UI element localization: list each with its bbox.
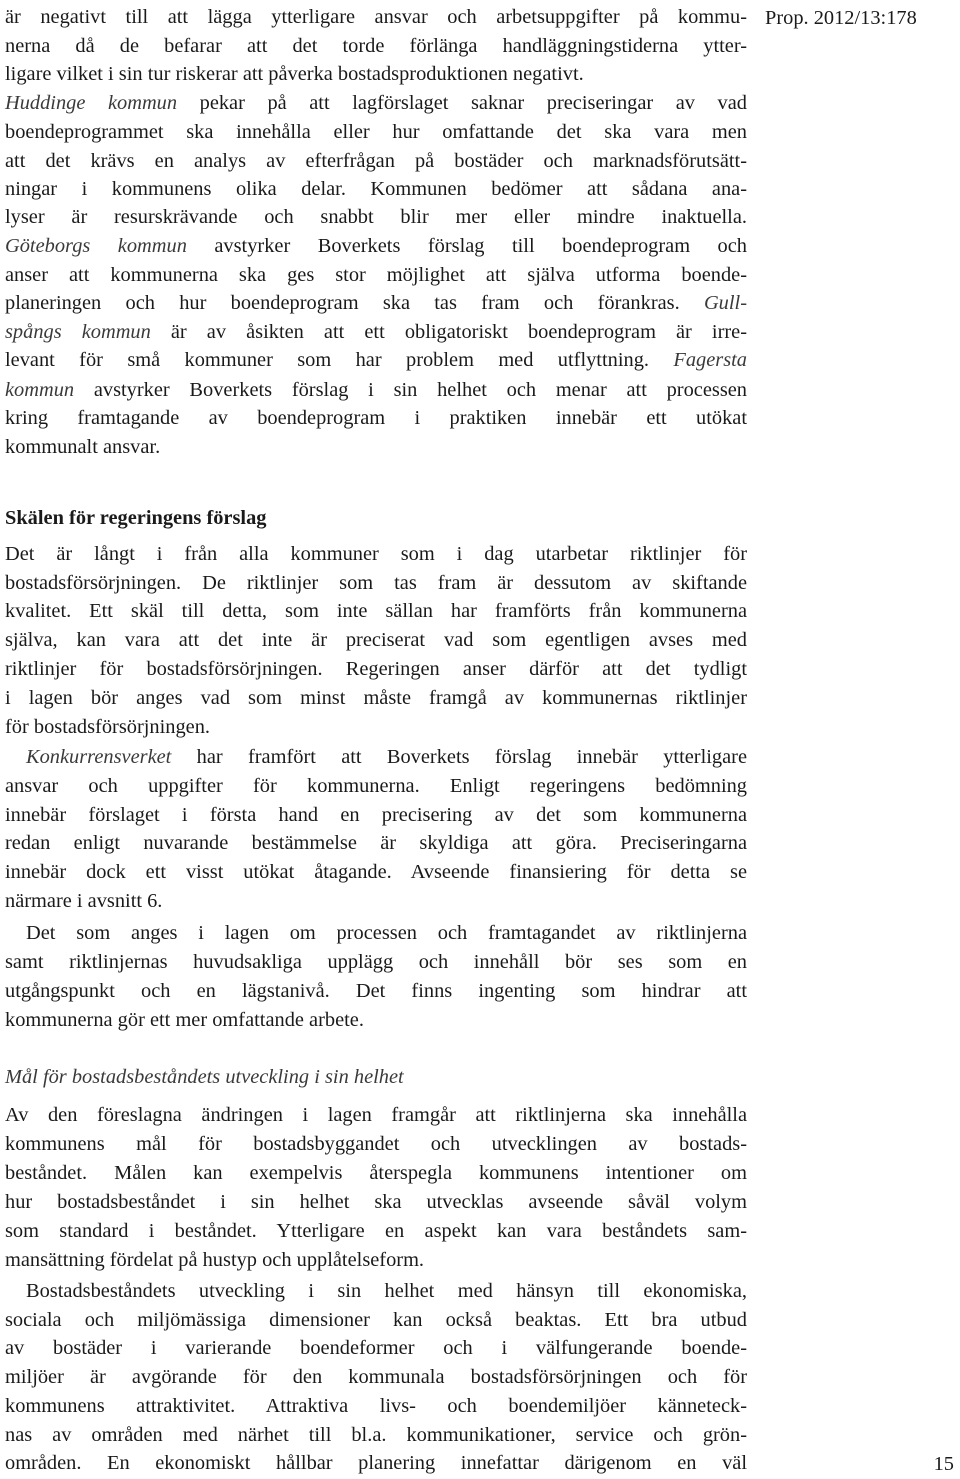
text-line: kommun avstyrker Boverkets förslag i sin helhet och menar att processen [5, 379, 747, 401]
text-line: nerna då de befarar att det torde förlänga handläggningstiderna ytter- [5, 35, 747, 57]
text-line: anser att kommunerna ska ges stor möjlighet att själva utforma boende- [5, 264, 747, 286]
text-line: innebär dock ett visst utökat åtagande. Avseende finansiering för detta se [5, 861, 747, 883]
text-line: Bostadsbeståndets utveckling i sin helhet med hänsyn till ekonomiska, [26, 1280, 747, 1302]
section-heading-goals: Mål för bostadsbeståndets utveckling i sin helhet [5, 1066, 404, 1088]
text-line: kring framtagande av boendeprogram i praktiken innebär ett utökat [5, 407, 747, 429]
text-line: att det krävs en analys av efterfrågan på bostäder och marknadsförutsätt- [5, 150, 747, 172]
text-line: områden. En ekonomiskt hållbar planering innefattar därigenom en väl [5, 1452, 747, 1474]
organization-name: Konkurrensverket [26, 746, 172, 768]
text-line: för bostadsförsörjningen. [5, 716, 211, 738]
text-line: ligare vilket i sin tur riskerar att påverka bostadsproduktionen negativt. [5, 63, 584, 85]
municipality-name: Fagersta [673, 349, 747, 371]
text-line: kvalitet. Ett skäl till detta, som inte sällan har framförts från kommunerna [5, 600, 747, 622]
text-line: samt riktlinjernas huvudsakliga upplägg och innehåll bör ses som en [5, 951, 747, 973]
municipality-name: spångs kommun [5, 321, 151, 343]
text-line: lyser är resurskrävande och snabbt blir mer eller mindre inaktuella. [5, 206, 747, 228]
text-line: kommunerna gör ett mer omfattande arbete. [5, 1009, 364, 1031]
text-line: sociala och miljömässiga dimensioner kan också beaktas. Ett bra utbud [5, 1309, 747, 1331]
page-number: 15 [933, 1453, 954, 1475]
text-line: Det som anges i lagen om processen och framtagandet av riktlinjerna [26, 922, 747, 944]
text-line: ansvar och uppgifter för kommunerna. Enligt regeringens bedömning [5, 775, 747, 797]
text-line: själva, kan vara att det inte är preciserat vad som egentligen avses med [5, 629, 747, 651]
text-line: bostadsförsörjningen. De riktlinjer som tas fram är dessutom av skiftande [5, 572, 747, 594]
text-line: planeringen och hur boendeprogram ska tas fram och förankras. Gull- [5, 292, 747, 314]
text-line: närmare i avsnitt 6. [5, 890, 163, 912]
text-line: spångs kommun är av åsikten att ett obligatoriskt boendeprogram är irre- [5, 321, 747, 343]
text-line: av bostäder i varierande boendeformer och i välfungerande boende- [5, 1337, 747, 1359]
proposition-reference: Prop. 2012/13:178 [765, 7, 917, 29]
text-line: Konkurrensverket har framfört att Boverkets förslag innebär ytterligare [26, 746, 747, 768]
text-line: Av den föreslagna ändringen i lagen framgår att riktlinjerna ska innehålla [5, 1104, 747, 1126]
text-line: Göteborgs kommun avstyrker Boverkets förslag till boendeprogram och [5, 235, 747, 257]
text-line: ningar i kommunens olika delar. Kommunen bedömer att sådana ana- [5, 178, 747, 200]
text-line: i lagen bör anges vad som minst måste framgå av kommunernas riktlinjer [5, 687, 747, 709]
municipality-name: Gull- [703, 292, 747, 314]
municipality-name: kommun [5, 379, 75, 401]
text-line: kommunalt ansvar. [5, 436, 161, 458]
text-line: utgångspunkt och en lägstanivå. Det finns ingenting som hindrar att [5, 980, 747, 1002]
text-line: riktlinjer för bostadsförsörjningen. Regeringen anser därför att det tydligt [5, 658, 747, 680]
text-line: kommunens attraktivitet. Attraktiva livs- och boendemiljöer känneteck- [5, 1395, 747, 1417]
municipality-name: Göteborgs kommun [5, 235, 187, 257]
text-line: är negativt till att lägga ytterligare ansvar och arbetsuppgifter på kommu- [5, 6, 747, 28]
text-line: Det är långt i från alla kommuner som i dag utarbetar riktlinjer för [5, 543, 747, 565]
text-line: redan enligt nuvarande bestämmelse är skyldiga att göra. Preciseringarna [5, 832, 747, 854]
text-line: nas av områden med närhet till bl.a. kommunikationer, service och grön- [5, 1424, 747, 1446]
text-line: boendeprogrammet ska innehålla eller hur omfattande det ska vara men [5, 121, 747, 143]
text-line: innebär förslaget i första hand en precisering av det som kommunerna [5, 804, 747, 826]
text-line: hur bostadsbeståndet i sin helhet ska utvecklas avseende såväl volym [5, 1191, 747, 1213]
text-line: kommunens mål för bostadsbyggandet och utvecklingen av bostads- [5, 1133, 747, 1155]
text-line: Huddinge kommun pekar på att lagförslaget saknar preciseringar av vad [5, 92, 747, 114]
text-line: miljöer är avgörande för den kommunala bostadsförsörjningen och för [5, 1366, 747, 1388]
text-line: som standard i beståndet. Ytterligare en aspekt kan vara beståndets sam- [5, 1220, 747, 1242]
municipality-name: Huddinge kommun [5, 92, 178, 114]
text-line: levant för små kommuner som har problem med utflyttning. Fagersta [5, 349, 747, 371]
section-heading-reasons: Skälen för regeringens förslag [5, 507, 267, 529]
text-line: beståndet. Målen kan exempelvis återspegla kommunens intentioner om [5, 1162, 747, 1184]
text-line: mansättning fördelat på hustyp och upplåtelseform. [5, 1249, 425, 1271]
